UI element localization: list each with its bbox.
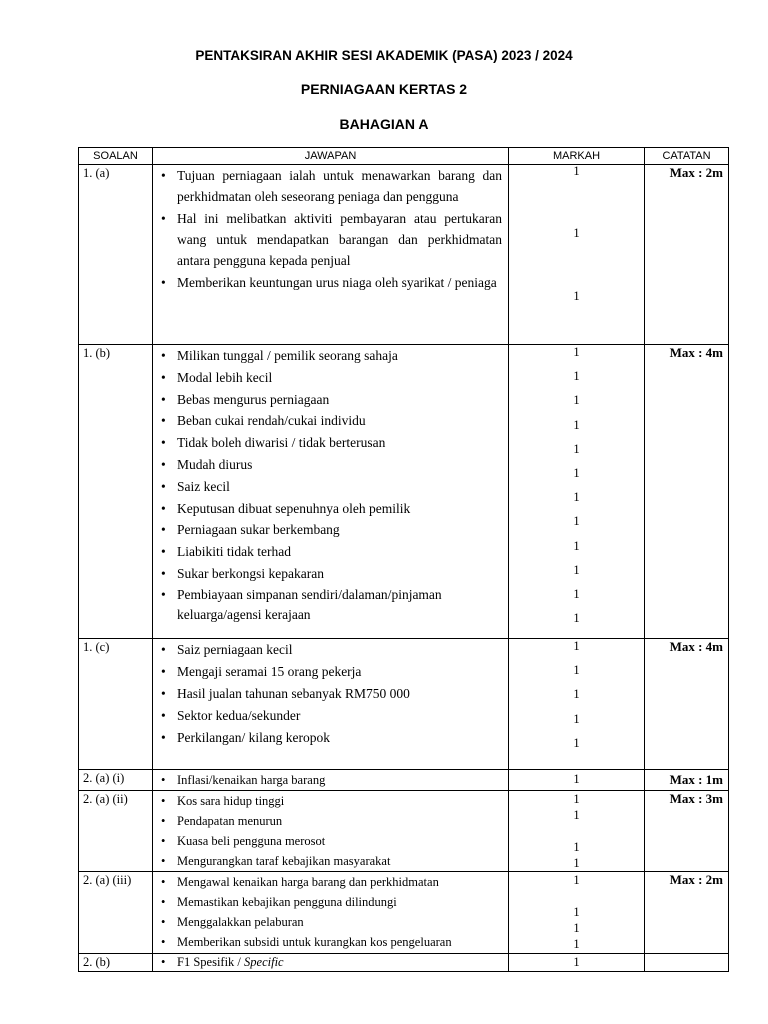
mark-value: 1: [573, 393, 580, 408]
mark-value: 1: [573, 562, 580, 577]
question-cell: 2. (a) (iii): [79, 872, 153, 954]
mark-value: 1: [573, 490, 580, 505]
document-title: PENTAKSIRAN AKHIR SESI AKADEMIK (PASA) 2023 / 2024: [195, 48, 573, 63]
mark-value: 1: [573, 514, 580, 529]
answer-item: • Tidak boleh diwarisi / tidak berterusan: [157, 432, 502, 454]
mark-value: 1: [573, 792, 580, 806]
mark-value: 1: [573, 840, 580, 854]
answer-item: • Mengaji seramai 15 orang pekerja: [157, 661, 502, 683]
mark-value: 1: [573, 937, 580, 951]
paper-subtitle: PERNIAGAAN KERTAS 2: [300, 81, 468, 97]
mark-value: 1: [573, 687, 580, 702]
answer-item: • Liabikiti tidak terhad: [157, 541, 502, 563]
answer-cell: [153, 770, 509, 791]
mark-value: 1: [573, 538, 580, 553]
column-header-catatan: CATATAN: [645, 148, 729, 165]
question-cell: 2. (a) (ii): [79, 791, 153, 872]
mark-value: 1: [573, 905, 580, 919]
answer-list: [157, 954, 502, 971]
note-cell: Max : 4m: [645, 345, 729, 639]
question-cell: 1. (b): [79, 345, 153, 639]
section-title: BAHAGIAN A: [339, 116, 429, 132]
note-cell: Max : 2m: [645, 165, 729, 345]
answer-item: • Inflasi/kenaikan harga barang: [157, 770, 502, 790]
answer-item: • Beban cukai rendah/cukai individu: [157, 410, 502, 432]
note-cell: [645, 954, 729, 972]
marks-list: [509, 634, 644, 755]
note-cell: Max : 3m: [645, 791, 729, 872]
marks-list: [509, 164, 644, 303]
marks-cell: [509, 345, 645, 639]
table-row: [79, 872, 729, 954]
answer-text-italic: Specific: [244, 955, 284, 969]
mark-value: 1: [573, 611, 580, 626]
answer-list: [157, 872, 502, 952]
answer-item: • Pendapatan menurun: [157, 811, 502, 831]
answer-cell: [153, 345, 509, 639]
answer-list: [157, 791, 502, 871]
table-row: [79, 639, 729, 770]
answer-list: [157, 165, 502, 294]
marks-cell: [509, 770, 645, 791]
table-row: [79, 954, 729, 972]
marks-list: [509, 770, 644, 788]
answer-item: • Keputusan dibuat sepenuhnya oleh pemilik: [157, 498, 502, 520]
column-header-jawapan: JAWAPAN: [153, 148, 509, 165]
mark-value: 1: [573, 226, 580, 240]
mark-value: 1: [573, 417, 580, 432]
column-header-markah: MARKAH: [509, 148, 645, 165]
answer-item: • Milikan tunggal / pemilik seorang sahaja: [157, 345, 502, 367]
mark-value: 1: [573, 873, 580, 887]
mark-value: 1: [573, 921, 580, 935]
question-cell: 2. (b): [79, 954, 153, 972]
answer-item: • Hal ini melibatkan aktiviti pembayaran atau pertukaran wang untuk mendapatkan barangan dan perkhidmatan antara pengguna kepada penjual: [157, 208, 502, 272]
table-row: [79, 165, 729, 345]
mark-value: 1: [573, 345, 580, 359]
note-cell: Max : 1m: [645, 770, 729, 791]
answer-list: [157, 345, 502, 625]
mark-value: 1: [573, 587, 580, 602]
marks-list: [509, 954, 644, 970]
marks-list: [509, 791, 644, 871]
mark-value: 1: [573, 735, 580, 750]
answer-item: • Memberikan keuntungan urus niaga oleh syarikat / peniaga: [157, 272, 502, 294]
mark-value: 1: [573, 369, 580, 384]
answer-item: • Mengawal kenaikan harga barang dan perkhidmatan: [157, 872, 502, 892]
mark-value: 1: [573, 808, 580, 822]
answer-item: • Hasil jualan tahunan sebanyak RM750 000: [157, 683, 502, 705]
answer-item: • Bebas mengurus perniagaan: [157, 389, 502, 411]
answer-cell: [153, 872, 509, 954]
answer-item: • Kuasa beli pengguna merosot: [157, 831, 502, 851]
marking-scheme-table: [78, 147, 729, 972]
answer-item: • Sektor kedua/sekunder: [157, 705, 502, 727]
mark-value: 1: [573, 639, 580, 653]
answer-item: • Memastikan kebajikan pengguna dilindungi: [157, 892, 502, 912]
question-cell: 1. (a): [79, 165, 153, 345]
table-row: [79, 345, 729, 639]
answer-text: F1 Spesifik /: [177, 955, 245, 969]
answer-item: • Menggalakkan pelaburan: [157, 912, 502, 932]
marks-cell: [509, 791, 645, 872]
table-row: [79, 770, 729, 791]
marks-list: [509, 340, 644, 630]
answer-item: • Saiz perniagaan kecil: [157, 639, 502, 661]
table-header-row: [79, 148, 729, 165]
mark-value: 1: [573, 466, 580, 481]
mark-value: 1: [573, 856, 580, 870]
marks-list: [509, 872, 644, 952]
answer-cell: [153, 791, 509, 872]
answer-item: • Kos sara hidup tinggi: [157, 791, 502, 811]
column-header-soalan: SOALAN: [79, 148, 153, 165]
question-cell: 2. (a) (i): [79, 770, 153, 791]
marks-cell: [509, 639, 645, 770]
answer-item: • Perniagaan sukar berkembang: [157, 519, 502, 541]
answer-list: [157, 770, 502, 790]
note-cell: Max : 4m: [645, 639, 729, 770]
mark-value: 1: [573, 289, 580, 303]
answer-item: • Tujuan perniagaan ialah untuk menawarkan barang dan perkhidmatan oleh seseorang peniaga dan pengguna: [157, 165, 502, 208]
answer-cell: [153, 954, 509, 972]
mark-value: 1: [573, 164, 580, 178]
answer-cell: [153, 639, 509, 770]
answer-item: • Mudah diurus: [157, 454, 502, 476]
answer-cell: [153, 165, 509, 345]
answer-item: [157, 954, 502, 971]
mark-value: 1: [573, 955, 580, 969]
answer-item: • Modal lebih kecil: [157, 367, 502, 389]
note-cell: Max : 2m: [645, 872, 729, 954]
answer-item: • Memberikan subsidi untuk kurangkan kos pengeluaran: [157, 932, 502, 952]
table-row: [79, 791, 729, 872]
answer-item: • Pembiayaan simpanan sendiri/dalaman/pinjaman keluarga/agensi kerajaan: [157, 585, 502, 625]
answer-item: • Mengurangkan taraf kebajikan masyarakat: [157, 851, 502, 871]
answer-item: • Sukar berkongsi kepakaran: [157, 563, 502, 585]
mark-value: 1: [573, 772, 580, 786]
marks-cell: [509, 165, 645, 345]
answer-item: • Saiz kecil: [157, 476, 502, 498]
mark-value: 1: [573, 663, 580, 678]
question-cell: 1. (c): [79, 639, 153, 770]
marks-cell: [509, 872, 645, 954]
marks-cell: [509, 954, 645, 972]
mark-value: 1: [573, 441, 580, 456]
answer-list: [157, 639, 502, 749]
mark-value: 1: [573, 711, 580, 726]
answer-item: • Perkilangan/ kilang keropok: [157, 727, 502, 749]
